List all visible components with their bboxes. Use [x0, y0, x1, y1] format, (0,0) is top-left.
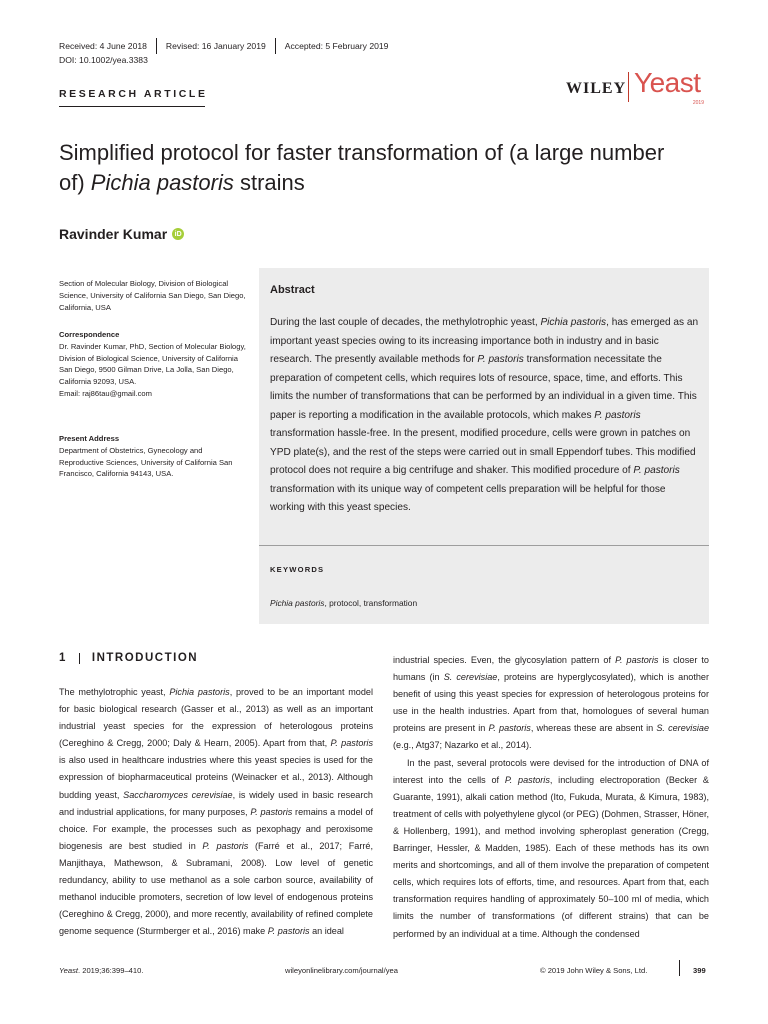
- body-column-right: [393, 652, 709, 943]
- italic-text: S. cerevisiae: [443, 672, 498, 683]
- text-run: an ideal: [309, 926, 344, 937]
- publisher-logo: WILEY: [566, 80, 627, 97]
- doi[interactable]: DOI: 10.1002/yea.3383: [59, 55, 148, 65]
- paragraph: [393, 755, 709, 943]
- keywords: Pichia pastoris, protocol, transformation: [270, 598, 418, 608]
- footer-url[interactable]: wileyonlinelibrary.com/journal/yea: [285, 966, 398, 975]
- abstract-box: [259, 268, 709, 624]
- present-address-body: Department of Obstetrics, Gynecology and Reproductive Sciences, University of California San Francisco, California 94143, USA.: [59, 445, 233, 479]
- italic-text: Saccharomyces cerevisiae: [123, 789, 233, 800]
- author: [59, 226, 184, 242]
- author-name: Ravinder Kumar: [59, 226, 168, 242]
- present-address: [59, 433, 249, 480]
- section-title: INTRODUCTION: [91, 652, 199, 664]
- text-run: , proved to be an important model for basic biological research (Gasser et al., 2013) as well as an important industrial yeast species for the expression of heterologous proteins (Cereghino & Cregg, 2000; Daly & Hearn, 2005). Apart from that,: [59, 687, 373, 749]
- abstract-text: During the last couple of decades, the methylotrophic yeast, Pichia pastoris, has emerged as an important yeast species owing to its increasing importance both in industry and in basic research. The presently available methods for P. pastoris transformation necessitate the preparation of competent cells, which requires lots of resource, space, time, and efforts. This limits the number of transformations that can be performed by an individual in a given time. This paper is reporting a modification in the available protocols, which makes P. pastoris transformation hassle-free. In the present, modified procedure, cells were grown in patches on YPD plate(s), and the rest of the steps were carried out in small Eppendorf tubes. This modified protocol does not require a big centrifuge and shaker. This modified procedure of P. pastoris transformation with its unique way of competent cells preparation will be helpful for those working with this yeast species.: [270, 317, 699, 513]
- journal-logo: [628, 67, 708, 106]
- text-run: is closer to humans (in: [393, 655, 709, 683]
- revised-date: Revised: 16 January 2019: [165, 41, 266, 51]
- title-species: Pichia pastoris: [90, 170, 234, 195]
- section-heading: [59, 652, 198, 664]
- section-divider: [79, 653, 80, 664]
- section-number: 1: [59, 652, 67, 664]
- text-run: remains a model of choice. For example, the processes such as pexophagy and peroxisome biogenesis are best studied in: [59, 806, 373, 851]
- author-email[interactable]: Email: raj86tau@gmail.com: [59, 388, 152, 398]
- journal-logo-bar: [628, 72, 629, 102]
- correspondence-address: Dr. Ravinder Kumar, PhD, Section of Molecular Biology, Division of Biological Science, University of California San Diego, 9500 Gilman Drive, La Jolla, San Diego, California 92093, USA.: [59, 341, 246, 387]
- text-run: industrial species. Even, the glycosylation pattern of: [393, 655, 616, 665]
- date-divider: [156, 38, 157, 54]
- text-run: is also used in healthcare industries where this yeast species is used for the expression of biopharmaceutical proteins (Weinacker et al., 2013). Although budding yeast,: [59, 755, 373, 800]
- footer-citation: Yeast. 2019;36:399–410.: [59, 966, 144, 975]
- page-number: 399: [693, 966, 706, 975]
- italic-text: P. pastoris: [615, 655, 659, 665]
- italic-text: P. pastoris: [267, 926, 310, 937]
- paragraph: [393, 652, 709, 755]
- date-divider: [275, 38, 276, 54]
- italic-text: P. pastoris: [250, 806, 293, 817]
- text-run: , whereas these are absent in: [530, 723, 657, 734]
- article-type: RESEARCH ARTICLE: [59, 88, 208, 100]
- title-line-2-end: strains: [233, 170, 305, 195]
- text-run: The methylotrophic yeast,: [59, 687, 170, 697]
- text-run: (e.g., Atg37; Nazarko et al., 2014).: [393, 740, 532, 751]
- affiliation: Section of Molecular Biology, Division of Biological Science, University of California San Diego, San Diego, California, USA: [59, 279, 246, 312]
- journal-name: Yeast: [634, 67, 701, 98]
- italic-text: Pichia pastoris: [169, 687, 230, 697]
- keywords-divider: [259, 545, 709, 546]
- correspondence: [59, 329, 249, 400]
- received-date: Received: 4 June 2018: [59, 41, 147, 51]
- text-run: , including electroporation (Becker & Guarante, 1991), alkali cation method (Ito, Fukuda, Murata, & Kimura, 1983), treatment of cells with polyethylene glycol (or PEG) (Dohmen, Strasser, Höner, & Hollenberg, 1991), and method involving spheroplast generation (Cregg, Barringer, Hessler, & Madden, 1985). Each of these methods has its own merits and shortcomings, and all of them involve the preparation of competent cells, which requires lots of efforts, time, and resources. Apart from that, each transformation requires handling of approximately 50–100 ml of media, which limits the number of transformations (of different strains) that can be performed by an individual at a time. Although the condensed: [393, 774, 709, 939]
- journal-year: 2019: [692, 100, 704, 106]
- orcid-icon[interactable]: iD: [172, 228, 184, 240]
- article-type-underline: [59, 106, 205, 107]
- present-address-heading: Present Address: [59, 434, 120, 443]
- footer-copyright: © 2019 John Wiley & Sons, Ltd.: [540, 966, 648, 975]
- keywords-heading: KEYWORDS: [270, 565, 325, 574]
- italic-text: P. pastoris: [488, 723, 531, 734]
- italic-text: P. pastoris: [504, 774, 550, 785]
- italic-text: P. pastoris: [202, 840, 249, 851]
- text-run: (Farré et al., 2017; Farré, Manjithaya, Mathewson, & Subramani, 2008). Low level of genetic redundancy, ability to use methanol as a sole carbon source, availability of methanol inducible promoters, secretion of low level of endogenous proteins (Cereghino & Cregg, 2000), and more recently, availability of refined complete genome sequence (Sturmberger et al., 2016) make: [59, 840, 373, 937]
- article-title: [59, 138, 719, 198]
- text-run: In the past, several protocols were devised for the introduction of DNA of interest into the cells of: [393, 757, 709, 785]
- text-run: , proteins are hyperglycosylated), which is another benefit of using this yeast species for expression of heterologous proteins for use in the health industries. Apart from that, homologues of several human proteins are present in: [393, 672, 710, 734]
- correspondence-heading: Correspondence: [59, 330, 120, 339]
- body-column-left: [59, 684, 373, 940]
- paragraph: [59, 684, 373, 940]
- accepted-date: Accepted: 5 February 2019: [284, 41, 389, 51]
- italic-text: S. cerevisiae: [656, 723, 710, 734]
- title-line-1: Simplified protocol for faster transformation of (a large number: [59, 140, 665, 165]
- text-run: , is widely used in basic research and industrial applications, for many purposes,: [59, 789, 373, 817]
- italic-text: P. pastoris: [330, 738, 373, 749]
- footer-divider: [679, 960, 680, 976]
- abstract-heading: Abstract: [270, 284, 315, 296]
- article-dates: [59, 38, 388, 54]
- title-line-2-start: of): [59, 170, 91, 195]
